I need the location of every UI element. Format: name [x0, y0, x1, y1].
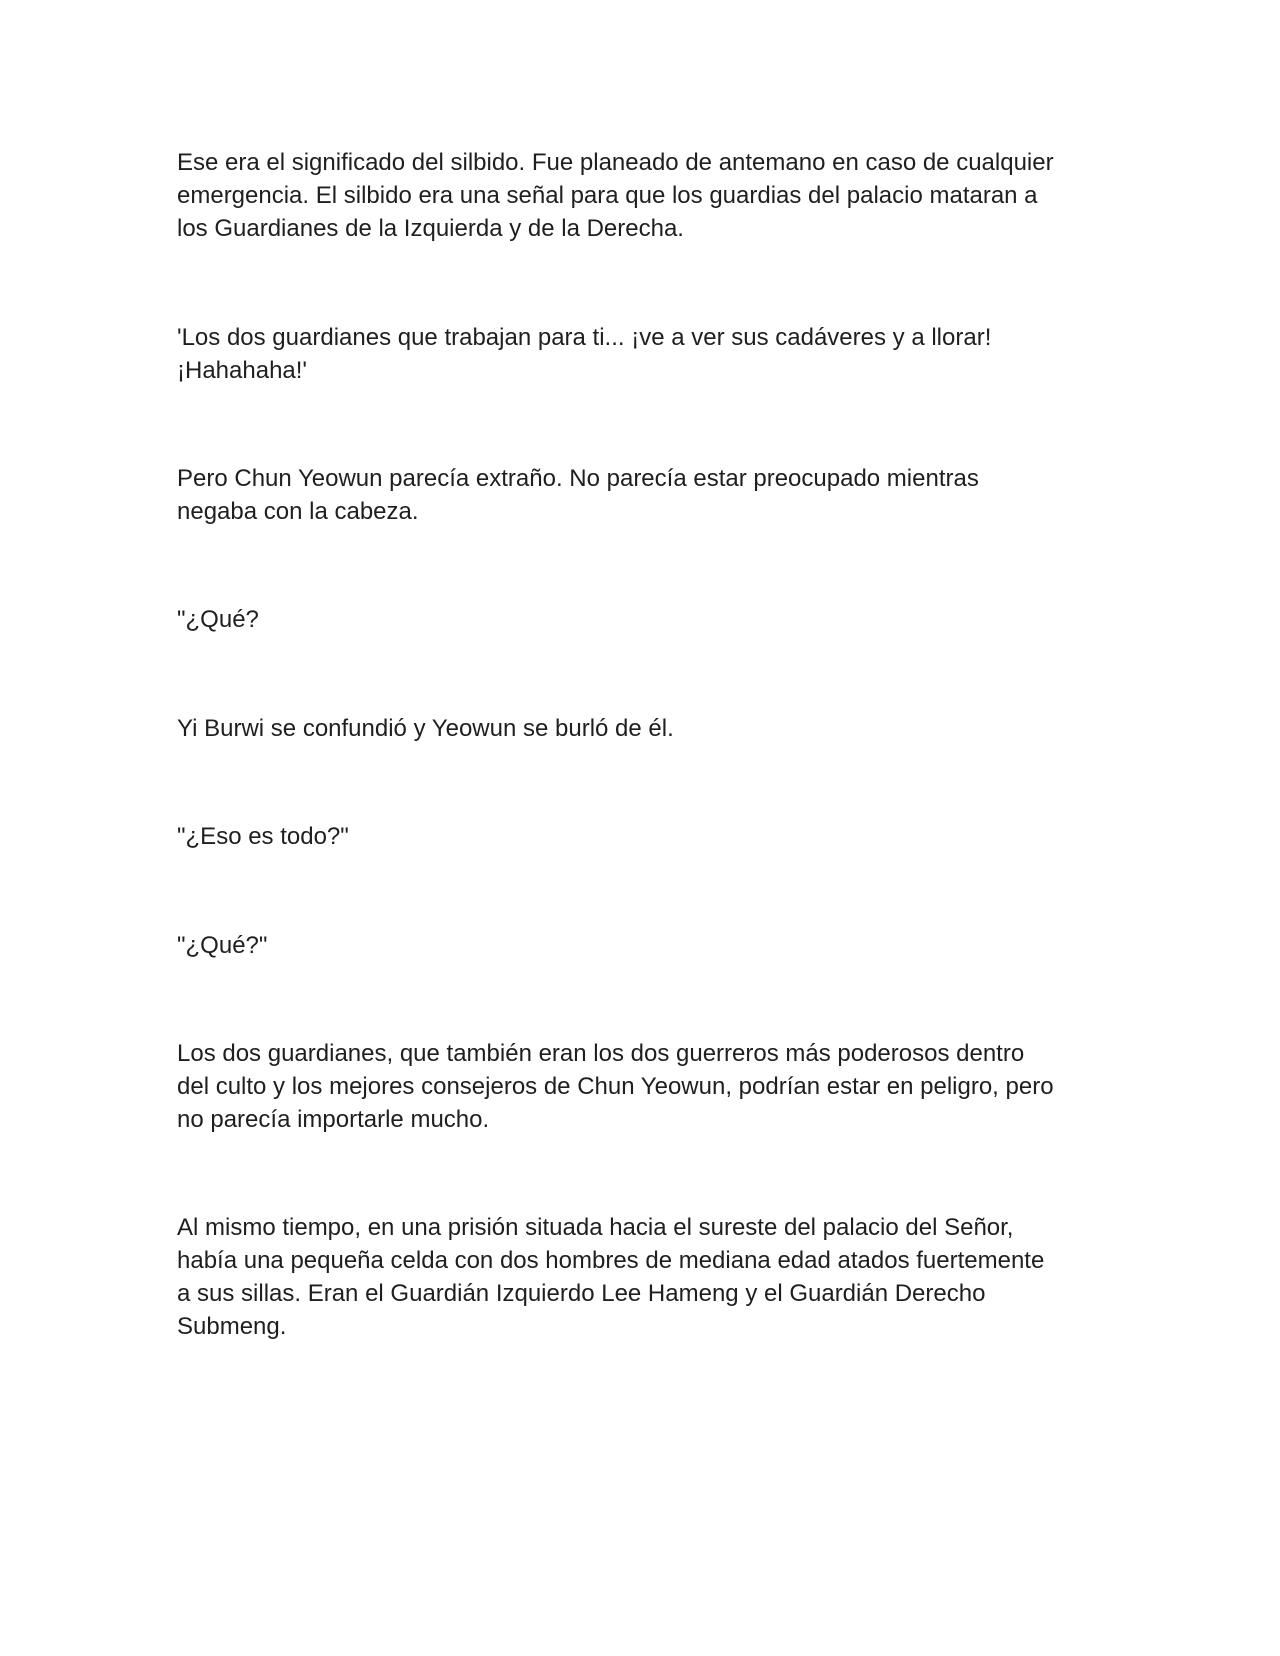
paragraph-whistle-meaning: Ese era el significado del silbido. Fue planeado de antemano en caso de cualquier emergencia. El silbido era una señal para que los guardias del palacio mataran a los Guardianes de la Izquierda y de la Derecha.	[177, 149, 1054, 242]
paragraph-prison-cell: Al mismo tiempo, en una prisión situada hacia el sureste del palacio del Señor, había una pequeña celda con dos hombres de mediana edad atados fuertemente a sus sillas. Eran el Guardián Izquierdo Lee Hameng y el Guardián Derecho Submeng.	[177, 1214, 1045, 1340]
paragraph-que-1: "¿Qué?	[177, 606, 259, 633]
paragraph-guardians-danger: Los dos guardianes, que también eran los dos guerreros más poderosos dentro del culto y los mejores consejeros de Chun Yeowun, podrían estar en peligro, pero no parecía importarle mucho.	[177, 1040, 1054, 1133]
paragraph-yi-burwi-confused: Yi Burwi se confundió y Yeowun se burló de él.	[177, 715, 674, 742]
paragraph-guardians-taunt: 'Los dos guardianes que trabajan para ti... ¡ve a ver sus cadáveres y a llorar! ¡Hahahaha!'	[177, 324, 992, 384]
paragraph-eso-es-todo: "¿Eso es todo?"	[177, 823, 349, 850]
paragraph-que-2: "¿Qué?"	[177, 932, 268, 959]
paragraph-chun-yeowun-strange: Pero Chun Yeowun parecía extraño. No parecía estar preocupado mientras negaba con la cabeza.	[177, 465, 979, 525]
